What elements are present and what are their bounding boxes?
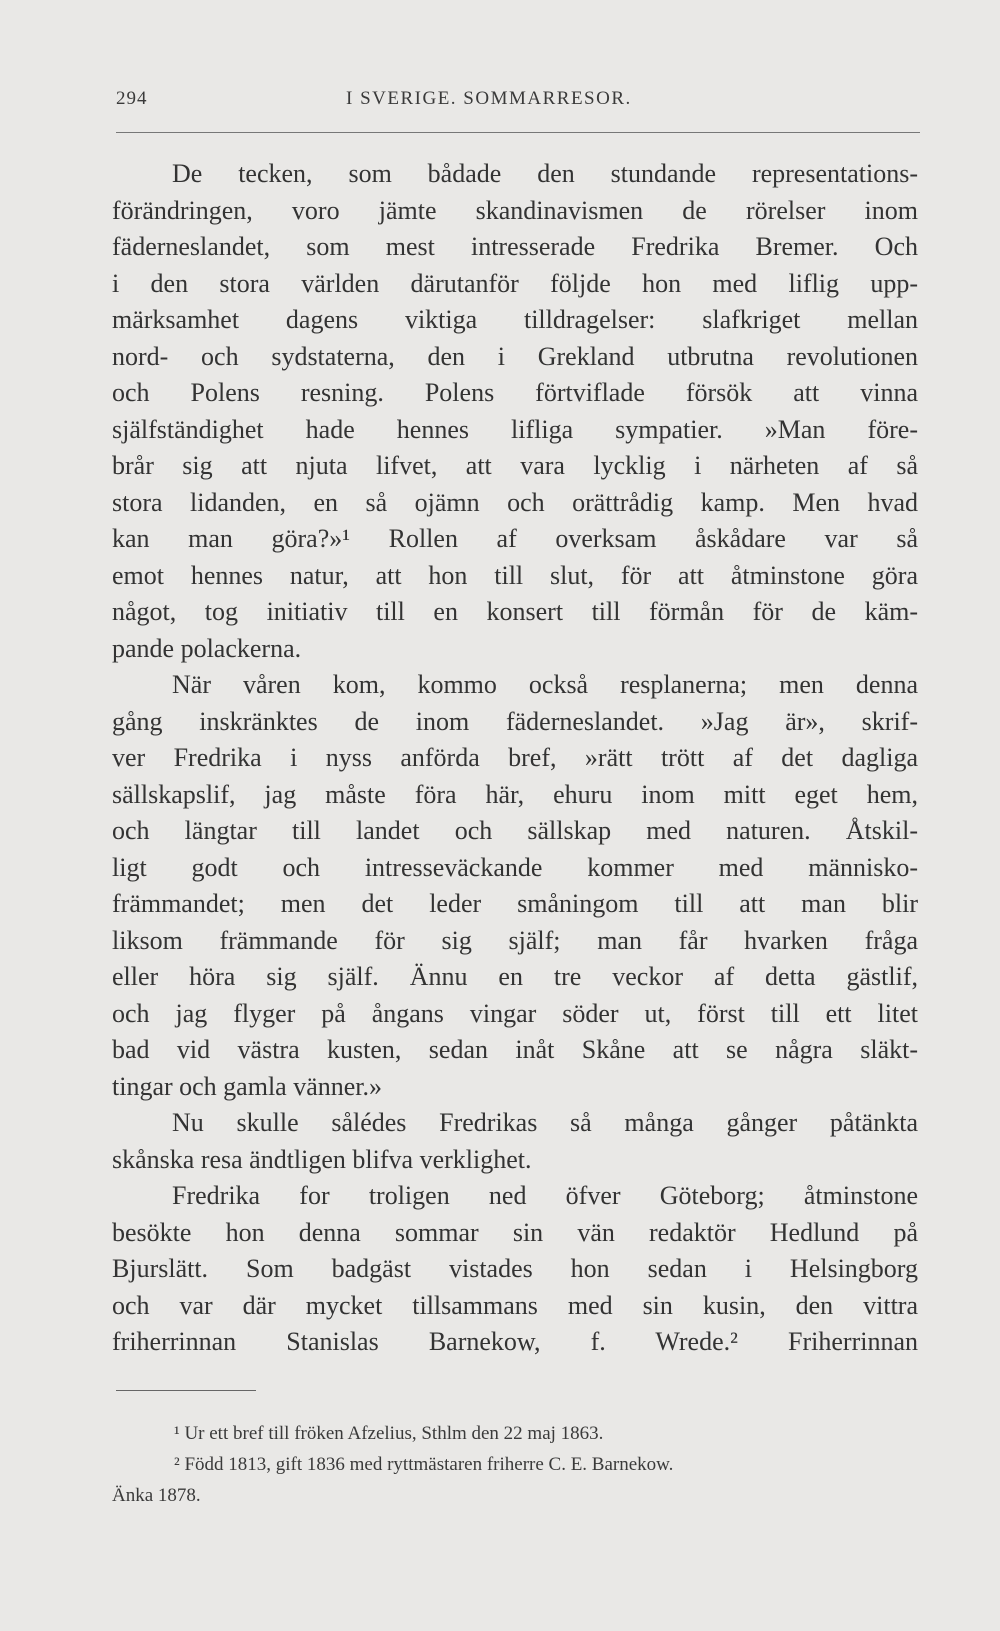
text-line: Bjurslätt. Som badgäst vistades hon sedan i Helsingborg: [112, 1254, 918, 1283]
footnotes: [112, 1418, 918, 1511]
text-line: tingar och gamla vänner.»: [112, 1071, 383, 1101]
text-line: och jag flyger på ångans vingar söder ut, först till ett litet: [112, 998, 918, 1028]
text-line: emot hennes natur, att hon till slut, för att åtminstone göra: [112, 560, 918, 590]
text-line: gång inskränktes de inom fäderneslandet. »Jag är», skrif-: [112, 706, 918, 736]
footnote: ¹ Ur ett bref till fröken Afzelius, Sthlm den 22 maj 1863.: [174, 1423, 604, 1444]
text-line: främmandet; men det leder småningom till att man blir: [112, 889, 918, 918]
text-line: och längtar till landet och sällskap med naturen. Åtskil-: [112, 816, 918, 845]
text-line: och Polens resning. Polens förtviflade försök att vinna: [112, 378, 918, 407]
text-line: ver Fredrika i nyss anförda bref, »rätt trött af det dagliga: [112, 743, 918, 772]
footnote-rule: [116, 1390, 256, 1391]
text-line: och var där mycket tillsammans med sin kusin, den vittra: [112, 1290, 918, 1320]
text-line: brår sig att njuta lifvet, att vara lycklig i närheten af så: [112, 451, 918, 480]
text-line: besökte hon denna sommar sin vän redaktör Hedlund på: [112, 1217, 918, 1247]
text-line: ligt godt och intresseväckande kommer med människo-: [112, 852, 918, 882]
text-line: bad vid västra kusten, sedan inåt Skåne att se några släkt-: [112, 1035, 918, 1064]
paragraph: [112, 156, 918, 667]
text-line: förändringen, voro jämte skandinavismen de rörelser inom: [112, 195, 918, 225]
text-line: De tecken, som bådade den stundande representations-: [172, 159, 918, 188]
running-title: I SVERIGE. SOMMARRESOR.: [346, 88, 632, 109]
footnote: ² Född 1813, gift 1836 med ryttmästaren friherre C. E. Barnekow.: [174, 1454, 674, 1475]
text-line: Nu skulle sålédes Fredrikas så många gånger påtänkta: [172, 1108, 918, 1137]
text-line: fäderneslandet, som mest intresserade Fredrika Bremer. Och: [112, 232, 918, 261]
page-number: 294: [116, 88, 148, 109]
text-line: skånska resa ändtligen blifva verklighet.: [112, 1144, 532, 1174]
paragraph: [112, 1105, 918, 1178]
text-line: något, tog initiativ till en konsert till förmån för de käm-: [112, 597, 918, 626]
text-line: sällskapslif, jag måste föra här, ehuru inom mitt eget hem,: [112, 779, 918, 809]
text-line: Fredrika for troligen ned öfver Göteborg; åtminstone: [172, 1181, 918, 1210]
text-line: eller höra sig själf. Ännu en tre veckor af detta gästlif,: [112, 962, 918, 991]
footnote-continuation: Änka 1878.: [112, 1485, 201, 1506]
text-line: märksamhet dagens viktiga tilldragelser: slafkriget mellan: [112, 305, 918, 334]
text-line: friherrinnan Stanislas Barnekow, f. Wrede.² Friherrinnan: [112, 1327, 918, 1356]
text-line: i den stora världen därutanför följde hon med liflig upp-: [112, 268, 918, 298]
header-rule: [116, 132, 920, 133]
text-line: liksom främmande för sig själf; man får hvarken fråga: [112, 925, 918, 955]
paragraph: [112, 667, 918, 1105]
text-line: stora lidanden, en så ojämn och orättrådig kamp. Men hvad: [112, 487, 918, 517]
text-line: nord- och sydstaterna, den i Grekland utbrutna revolutionen: [112, 341, 918, 371]
paragraph: [112, 1178, 918, 1361]
text-line: När våren kom, kommo också resplanerna; men denna: [172, 670, 918, 699]
body-text: [112, 156, 918, 1361]
text-line: pande polackerna.: [112, 633, 302, 663]
text-line: själfständighet hade hennes lifliga sympatier. »Man före-: [112, 414, 918, 444]
page-header: [116, 88, 920, 122]
text-line: kan man göra?»¹ Rollen af overksam åskådare var så: [112, 524, 918, 553]
